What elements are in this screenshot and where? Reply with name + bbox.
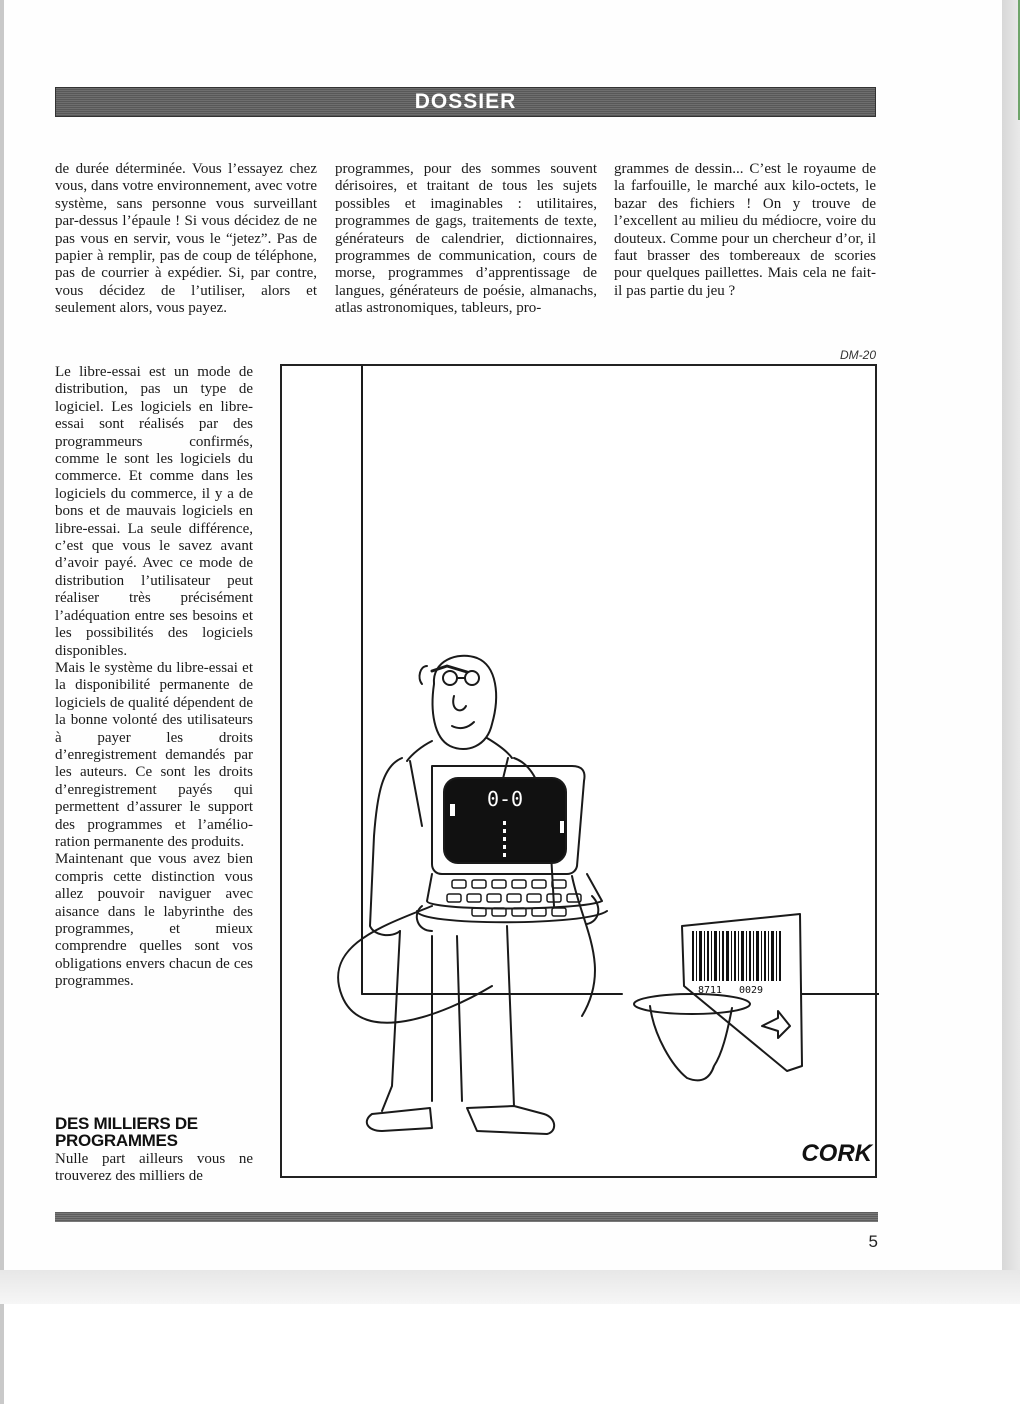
cartoon-drawing (282, 366, 879, 1180)
article-column-1 (55, 161, 317, 318)
cartoon-corner-mark: DM-20 (839, 348, 876, 362)
paragraph: Nulle part ailleurs vous ne trouverez des milliers de (55, 1151, 253, 1185)
paragraph: grammes de dessin... C’est le royaume de la farfouille, le marché aux kilo-octets, le bazar des fichiers ! On y trouve de l’excellent au milieu du médiocre, voire du douteux. Comme pour un chercheur d’or, il faut brasser des tombereaux de scories pour quelques paillettes. Mais cela ne fait-il pas partie du jeu ? (614, 161, 876, 299)
keyboard-keys (447, 880, 581, 916)
scan-right-edge (1002, 0, 1020, 1300)
footer-rule (55, 1212, 878, 1222)
paragraph: de durée déterminée. Vous l’essayez chez vous, dans votre environnement, avec votre système, sans personne vous surveillant par-dessus l’épaule ! Si vous décidez de ne pas vous en servir, vous le “jetez”. Pas de papier à remplir, pas de coup de téléphone, pas de courrier à expédier. Si, par contre, vous décidez de l’utiliser, alors et seulement alors, vous payez. (55, 161, 317, 317)
barcode-number-left: 8711 (698, 985, 723, 996)
subheading: DES MILLIERS DE PROGRAMMES (55, 1114, 198, 1150)
screen-score: 0-0 (486, 787, 524, 811)
man-figure (367, 656, 599, 1134)
barcode-number-right: 0029 (739, 985, 764, 996)
article-column-2 (335, 161, 597, 318)
section-header-bar (55, 87, 876, 117)
paragraph: Le libre-essai est un mode de distribution, pas un type de logiciel. Les logiciels en libre-essai sont réalisés par des programmeurs confirmés, comme le sont les logiciels du commerce. Et comme dans les logiciels du commerce, il y a de bons et de mauvais logiciels en libre-essai. La seule différence, c’est que vous le savez avant d’avoir payé. Avec ce mode de distribution l’utilisateur peut réaliser très précisément l’adéquation entre ses besoins et les possibilités des logiciels disponibles. (55, 364, 253, 659)
page-number: 5 (868, 1232, 878, 1251)
pong-paddle-right (560, 821, 564, 833)
paragraph: programmes, pour des sommes souvent dérisoires, et traitant de tous les sujets possibles et imaginables : utilitaires, programmes de gags, traitements de texte, générateurs de calendrier, dictionnaires, programmes de communication, cours de morse, programmes d’apprentissage de langues, générateurs de poésie, almanachs, atlas astronomiques, tableurs, pro- (335, 161, 597, 317)
cartoon-illustration (280, 364, 877, 1178)
pong-paddle-left (450, 804, 455, 816)
article-column-1-narrow (55, 364, 253, 991)
barcode-bars (692, 931, 781, 981)
cartoonist-signature: CORK (801, 1140, 872, 1167)
scan-left-shadow (0, 0, 4, 1404)
hat-on-floor (634, 994, 750, 1080)
section-title: DOSSIER (414, 90, 517, 113)
arrow-icon (762, 1011, 790, 1038)
article-column-1-end (55, 1151, 253, 1186)
scan-bottom-band (0, 1270, 1020, 1304)
article-column-3 (614, 161, 876, 300)
paragraph: Mais le système du libre-essai et la disponibilité permanente de logiciels de qualité dépendent de la bonne volonté des utilisateurs à payer les droits d’enregistrement demandés par les auteurs. Ce sont les droits d’enregistrement payés qui permettent d’assurer le support des programmes et l’amélio-ration permanente des produits. (55, 659, 253, 850)
paragraph: Maintenant que vous avez bien compris cette distinction vous allez pouvoir naviguer avec aisance dans le labyrinthe des programmes, et mieux comprendre quelles sont vos obligations envers chacun de ces programmes. (55, 851, 253, 990)
